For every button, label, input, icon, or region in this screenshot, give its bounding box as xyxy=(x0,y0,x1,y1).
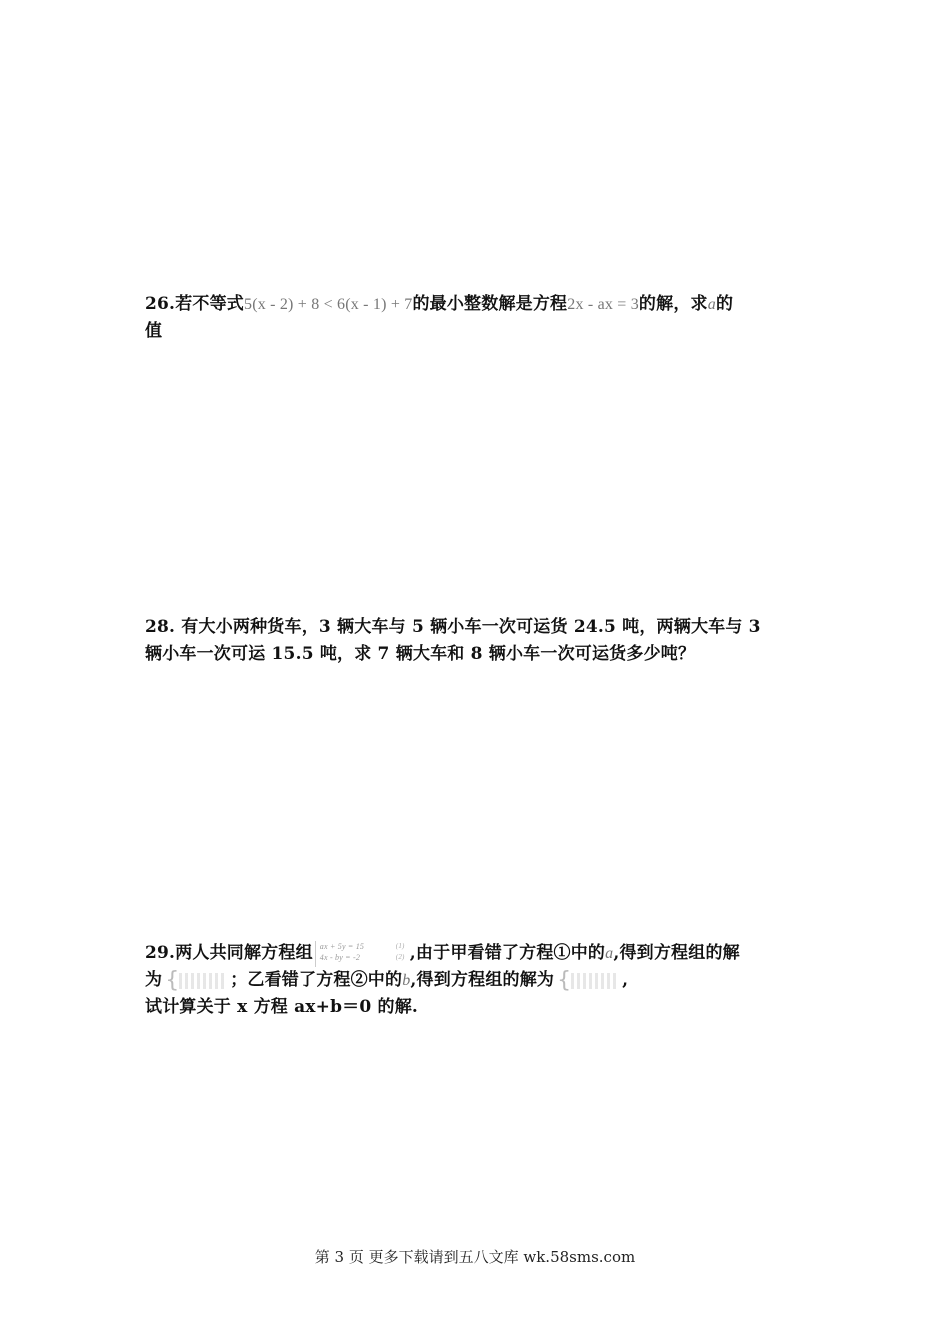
faded-solution-1 xyxy=(179,973,225,989)
problem-29-line2-a: 为 xyxy=(145,970,163,990)
problem-29-text-a: 两人共同解方程组 xyxy=(175,943,313,963)
left-brace-icon: { xyxy=(557,967,572,993)
solution-brace-image-2 xyxy=(557,967,619,993)
problem-29 xyxy=(145,940,810,1021)
problem-29-var-a: a xyxy=(605,945,614,962)
problem-26-var-a: a xyxy=(707,296,716,313)
problem-29-line-2 xyxy=(145,967,810,994)
problem-29-line2-b: ；乙看错了方程②中的 xyxy=(230,970,403,990)
problem-28 xyxy=(145,614,810,668)
problem-26-text-b: 的最小整数解是方程 xyxy=(412,294,568,314)
problem-29-text-c: ,得到方程组的解 xyxy=(613,943,740,963)
problem-26-number: 26. xyxy=(145,294,176,314)
problem-26-line-1 xyxy=(145,291,810,318)
problem-26-inequality: 5(x - 2) + 8 < 6(x - 1) + 7 xyxy=(244,296,413,313)
problem-26-line-2: 值 xyxy=(145,321,163,341)
problem-29-line2-d: , xyxy=(622,970,629,990)
equation-tag-2: (2) xyxy=(395,952,405,961)
problem-26-equation: 2x - ax = 3 xyxy=(567,296,639,313)
problem-29-line2-c: ,得到方程组的解为 xyxy=(410,970,555,990)
problem-28-line-2: 辆小车一次可运 15.5 吨，求 7 辆大车和 8 辆小车一次可运货多少吨？ xyxy=(145,644,696,664)
equation-system-row-1: ax + 5y = 15 xyxy=(319,941,365,951)
problem-26-text-a: 若不等式 xyxy=(175,294,244,314)
problem-29-line-3: 试计算关于 x 方程 ax+b＝0 的解. xyxy=(145,997,419,1017)
problem-29-line-1 xyxy=(145,940,810,967)
equation-system-row-2: 4x - by = -2 xyxy=(319,952,361,962)
problem-28-line-1: 28. 有大小两种货车，3 辆大车与 5 辆小车一次可运货 24.5 吨，两辆大车与 3 xyxy=(145,617,761,637)
faded-solution-2 xyxy=(571,973,617,989)
left-brace-icon: { xyxy=(165,967,180,993)
problem-26 xyxy=(145,291,810,345)
equation-tag-1: (1) xyxy=(395,941,405,950)
solution-brace-image-1 xyxy=(165,967,227,993)
equation-system xyxy=(315,941,408,967)
problem-29-number: 29. xyxy=(145,943,176,963)
problem-26-text-c: 的解，求 xyxy=(638,294,708,314)
problem-29-text-b: ,由于甲看错了方程①中的 xyxy=(409,943,606,963)
problem-29-var-b: b xyxy=(402,972,411,989)
problem-26-text-d: 的 xyxy=(715,294,734,314)
page-footer: 第 3 页 更多下载请到五八文库 wk.58sms.com xyxy=(314,1248,636,1266)
